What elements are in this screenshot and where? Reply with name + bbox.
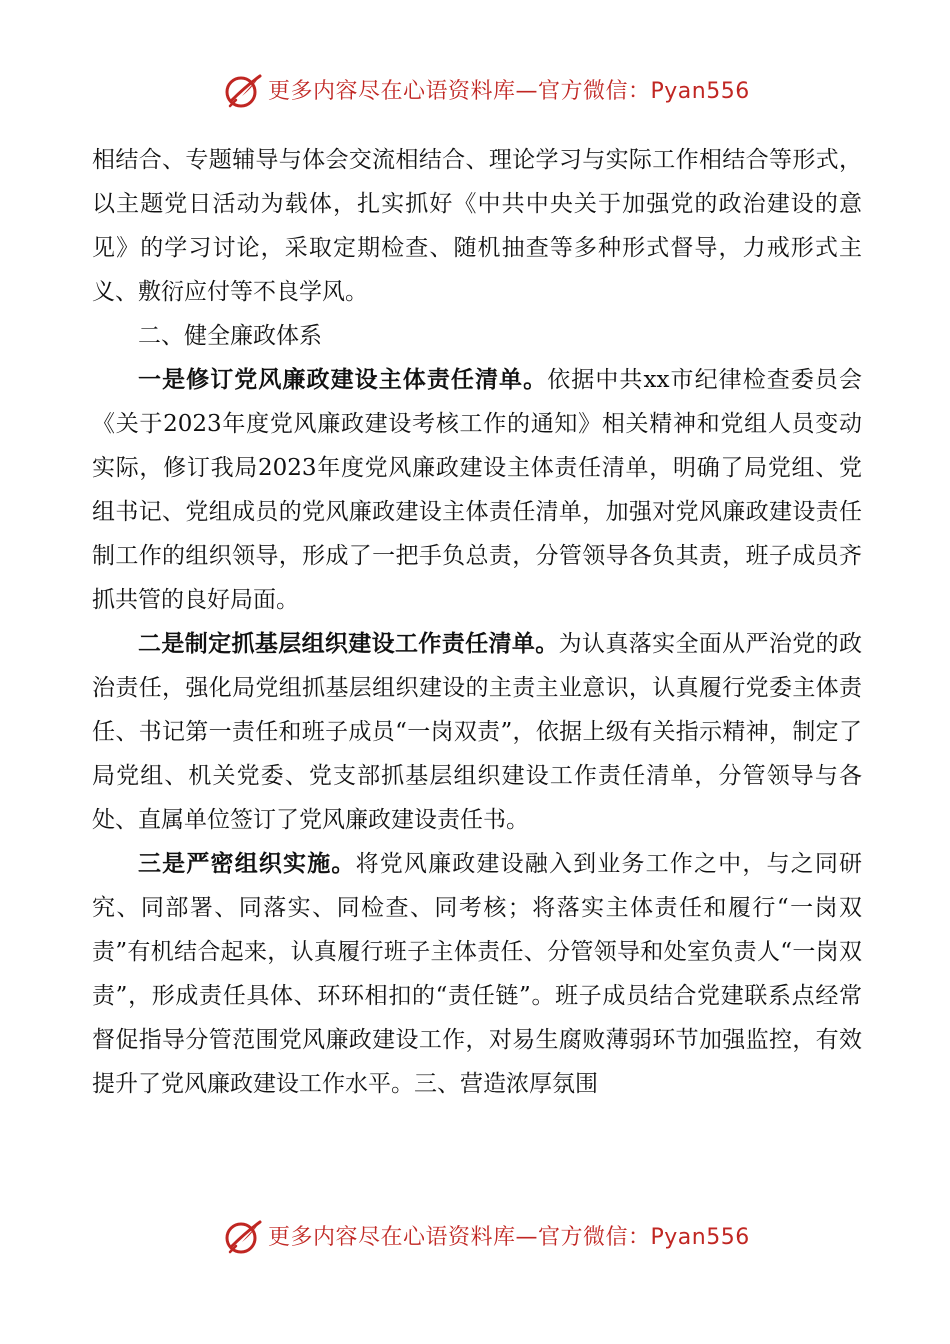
paragraph-lead: 二是制定抓基层组织建设工作责任清单。 xyxy=(138,630,559,657)
footer-watermark xyxy=(0,1216,950,1260)
paragraph-grassroots-list xyxy=(92,622,862,842)
section-heading: 二、健全廉政体系 xyxy=(138,323,322,349)
paragraph-continuation: 相结合、专题辅导与体会交流相结合、理论学习与实际工作相结合等形式，以主题党日活动为载体，扎实抓好《中共中央关于加强党的政治建设的意见》的学习讨论，采取定期检查、随机抽查等多种形式督导，力戒形式主义、敷衍应付等不良学风。 xyxy=(92,147,862,305)
paragraph-body: 将党风廉政建设融入到业务工作之中，与之同研究、同部署、同落实、同检查、同考核；将落实主体责任和履行“一岗双责”有机结合起来，认真履行班子主体责任、分管领导和处室负责人“一岗双责”，形成责任具体、环环相扣的“责任链”。班子成员结合党建联系点经常督促指导分管范围党风廉政建设工作，对易生腐败薄弱环节加强监控，有效提升了党风廉政建设工作水平。三、营造浓厚氛围 xyxy=(92,851,863,1097)
document-body xyxy=(92,138,862,1106)
paragraph-responsibility-list xyxy=(92,358,862,622)
paragraph-implementation xyxy=(92,842,862,1106)
header-watermark xyxy=(0,70,950,114)
paragraph-lead: 三是严密组织实施。 xyxy=(138,850,356,877)
watermark-text: 更多内容尽在心语资料库—官方微信：Pyan556 xyxy=(268,1225,750,1250)
quill-logo-icon xyxy=(224,70,264,114)
quill-logo-icon xyxy=(224,1216,264,1260)
paragraph-lead: 一是修订党风廉政建设主体责任清单。 xyxy=(138,366,548,393)
paragraph-body: 依据中共xx市纪律检查委员会《关于2023年度党风廉政建设考核工作的通知》相关精神和党组人员变动实际，修订我局2023年度党风廉政建设主体责任清单，明确了局党组、党组书记、党组成员的党风廉政建设主体责任清单，加强对党风廉政建设责任制工作的组织领导，形成了一把手负总责，分管领导各负其责，班子成员齐抓共管的良好局面。 xyxy=(92,367,862,613)
paragraph-body: 为认真落实全面从严治党的政治责任，强化局党组抓基层组织建设的主责主业意识，认真履行党委主体责任、书记第一责任和班子成员“一岗双责”，依据上级有关指示精神，制定了局党组、机关党委、党支部抓基层组织建设工作责任清单，分管领导与各处、直属单位签订了党风廉政建设责任书。 xyxy=(92,631,863,833)
watermark-text: 更多内容尽在心语资料库—官方微信：Pyan556 xyxy=(268,79,750,104)
